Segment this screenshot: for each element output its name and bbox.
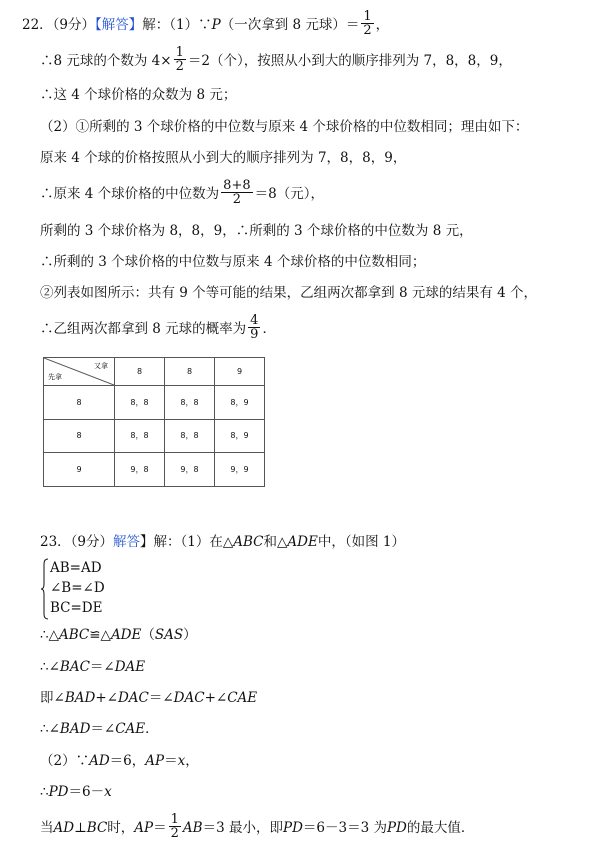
table-row	[44, 453, 265, 487]
fraction-denominator: 2	[363, 23, 372, 38]
table-header-cell: 8	[165, 358, 215, 386]
text: +∠	[95, 690, 118, 706]
text: ＝	[164, 753, 178, 769]
q22-line-8: ∴所剩的 3 个球价格的中位数与原来 4 个球价格的中位数相同；	[40, 254, 426, 270]
text: 的最大值．	[406, 820, 475, 836]
text: DAC	[117, 690, 149, 706]
q22-line-5: 原来 4 个球的价格按照从小到大的顺序排列为 7，8，8，9，	[40, 150, 407, 166]
table-row-label: 8	[44, 386, 115, 420]
left-brace-icon	[40, 558, 50, 620]
q23-line-4	[40, 689, 257, 707]
answer-tag: 【解答】	[95, 17, 143, 33]
text: （	[141, 627, 155, 643]
text: ）	[183, 627, 197, 643]
fraction-numerator: 1	[363, 9, 372, 24]
text: ⊥	[74, 820, 87, 836]
text: ．	[262, 321, 276, 337]
text: ∴8 元球的个数为 4×	[40, 53, 172, 69]
text: 当	[40, 820, 54, 836]
table-cell: 9，9	[215, 453, 265, 487]
fraction-numerator: 4	[250, 313, 259, 328]
text: AP	[134, 820, 154, 836]
text: x	[177, 753, 186, 769]
question-number: 23．（9分）	[40, 534, 114, 550]
text: ＝8（元），	[254, 186, 324, 202]
equation-line: ∠B=∠D	[50, 580, 105, 596]
answer-tag: 解答	[113, 534, 141, 550]
fraction	[174, 46, 186, 73]
table-cell: 9，8	[115, 453, 165, 487]
text: ＝∠	[89, 659, 115, 675]
text: 解：（1）∵	[142, 17, 212, 33]
q22-line-7: 所剩的 3 个球价格为 8，8，9，∴所剩的 3 个球价格的中位数为 8 元，	[40, 223, 473, 239]
text: ＝	[153, 820, 167, 836]
table-header-cell: 8	[115, 358, 165, 386]
table-header-cell: 9	[215, 358, 265, 386]
text: x	[104, 784, 112, 800]
q22-line-2	[40, 45, 512, 75]
q23-line-2	[40, 626, 197, 644]
text: BAD	[59, 721, 91, 737]
q22-line-10	[40, 313, 276, 343]
q22-line-1	[22, 9, 390, 39]
probability-table	[43, 357, 265, 487]
q22-line-3: ∴这 4 个球价格的众数为 8 元；	[40, 87, 237, 103]
fraction	[169, 813, 181, 840]
q23-line-8	[40, 812, 475, 842]
text: ∴∠	[40, 659, 60, 675]
text: ∴	[40, 784, 49, 800]
table-row-label: 9	[44, 453, 115, 487]
table-cell: 8，9	[215, 419, 265, 453]
q23-line-7	[40, 783, 112, 801]
table-row	[44, 386, 265, 420]
text: ∴∠	[40, 721, 60, 737]
table-header-row	[44, 358, 265, 386]
text: ＝2（个），按照从小到大的顺序排列为 7，8，8，9，	[187, 53, 512, 69]
fraction	[248, 314, 260, 341]
text: AD	[53, 820, 75, 836]
text: 即∠	[40, 690, 65, 706]
table-cell: 8，8	[115, 386, 165, 420]
text: BAD	[64, 690, 96, 706]
text: ＝6－3＝3 为	[302, 820, 387, 836]
text: ABC	[58, 627, 90, 643]
q23-line-1	[40, 533, 405, 551]
table-cell: 8，8	[165, 386, 215, 420]
text: ＝6－	[68, 784, 105, 800]
text: （一次拿到 8 元球）＝	[220, 17, 360, 33]
text: ∴原来 4 个球价格的中位数为	[40, 186, 220, 202]
text: 和△	[263, 534, 288, 550]
text: BC	[86, 820, 108, 836]
text: ＝∠	[90, 721, 116, 737]
text: ，	[375, 17, 390, 33]
fraction-denominator: 2	[232, 192, 242, 207]
text: CAE	[115, 721, 146, 737]
q23-line-3	[40, 658, 145, 676]
q23-line-5	[40, 720, 159, 738]
text: BAC	[59, 659, 90, 675]
text: ∴乙组两次都拿到 8 元球的概率为	[40, 321, 247, 337]
text: ABC	[233, 534, 264, 550]
text: ADE	[110, 627, 142, 643]
equation-line: BC=DE	[50, 600, 103, 616]
text: PD	[282, 820, 303, 836]
fraction-denominator: 9	[250, 327, 259, 342]
fraction	[361, 10, 373, 37]
text: DAE	[114, 659, 146, 675]
table-cell: 8，9	[215, 386, 265, 420]
text: P	[211, 17, 221, 33]
text: ∴△	[40, 627, 59, 643]
text: （2）∵	[40, 753, 90, 769]
fraction-denominator: 2	[170, 826, 179, 841]
text: ，	[185, 753, 199, 769]
q23-line-6	[40, 752, 199, 770]
text: AP	[145, 753, 165, 769]
table-cell: 9，8	[165, 453, 215, 487]
text: +∠	[204, 690, 228, 706]
q22-line-9: ②列表如图所示：共有 9 个等可能的结果，乙组两次都拿到 8 元球的结果有 4 个，	[40, 285, 538, 301]
text: ．	[145, 721, 159, 737]
q22-line-6	[40, 178, 324, 208]
text: 】解：（1）在△	[140, 534, 234, 550]
fraction-numerator: 1	[170, 812, 179, 827]
fraction-numerator: 8+8	[223, 178, 251, 193]
text: DAC	[173, 690, 205, 706]
text: CAE	[227, 690, 258, 706]
question-number: 22．（9分）	[22, 17, 96, 33]
equation-line: AB=AD	[50, 560, 102, 576]
equation-system	[40, 558, 160, 620]
text: ＝6，	[109, 753, 146, 769]
table-row	[44, 419, 265, 453]
fraction	[221, 179, 252, 206]
text: 时，	[107, 820, 135, 836]
text: SAS	[154, 627, 184, 643]
table-row-label: 8	[44, 419, 115, 453]
text: PD	[386, 820, 407, 836]
table-cell: 8，8	[165, 419, 215, 453]
fraction-denominator: 2	[175, 59, 184, 74]
corner-label-top: 又拿	[94, 362, 108, 370]
text: AD	[89, 753, 110, 769]
text: ≌△	[89, 627, 111, 643]
corner-label-bottom: 先拿	[48, 373, 62, 382]
text: ADE	[287, 534, 318, 550]
text: ＝∠	[148, 690, 174, 706]
text: PD	[48, 784, 69, 800]
q22-line-4: （2）①所剩的 3 个球价格的中位数与原来 4 个球价格的中位数相同；理由如下：	[40, 119, 529, 135]
text: ＝3 最小，即	[202, 820, 283, 836]
text: AB	[182, 820, 203, 836]
table-corner-cell	[44, 358, 115, 386]
table-cell: 8，8	[115, 419, 165, 453]
fraction-numerator: 1	[175, 45, 184, 60]
text: 中，（如图 1）	[317, 534, 405, 550]
